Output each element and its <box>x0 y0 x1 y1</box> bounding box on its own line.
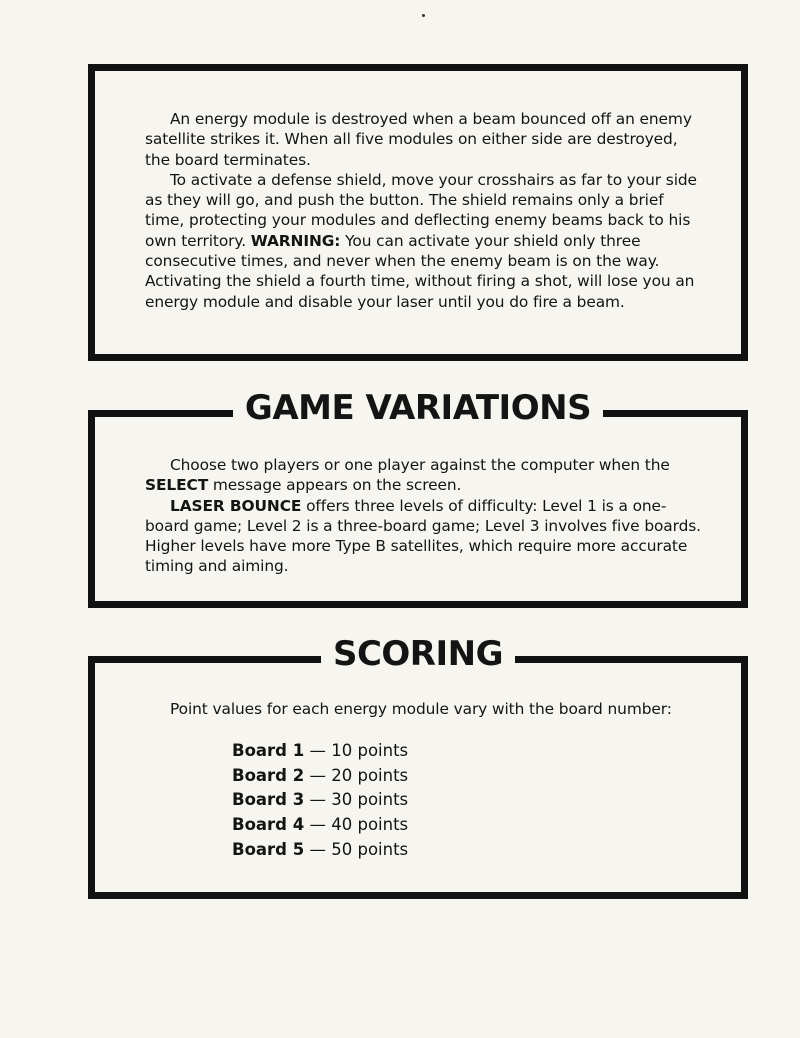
dash: — <box>304 741 332 761</box>
points-value: 40 points <box>331 815 409 835</box>
warning-label: WARNING: <box>250 231 341 250</box>
board-label: Board 1 <box>232 741 305 761</box>
points-value: 20 points <box>331 765 409 785</box>
score-row <box>232 813 701 838</box>
select-label: SELECT <box>145 476 209 495</box>
select-text-before: Choose two players or one player against the computer when the <box>170 456 670 474</box>
heading-game-variations: GAME VARIATIONS <box>233 388 603 428</box>
paragraph-energy-module: An energy module is destroyed when a beam bounced off an enemy satellite strikes it. When all five modules on either side are destroyed, the board terminates. <box>145 110 692 169</box>
score-row <box>232 764 701 789</box>
board-label: Board 5 <box>232 839 305 859</box>
paragraph-select <box>145 455 701 496</box>
score-row <box>232 788 701 813</box>
heading-scoring: SCORING <box>321 634 515 674</box>
heading-wrap-scoring <box>95 634 741 674</box>
energy-module-box <box>88 64 748 361</box>
warning-text: You can activate your shield only three consecutive times, and never when the enemy beam is on the way. Activating the shield a fourth time, without firing a shot, will lose you an energy module and disable your laser until you do fire a beam. <box>145 231 695 311</box>
paragraph-laser-bounce <box>145 496 701 577</box>
dash: — <box>304 790 332 810</box>
laser-bounce-text: offers three levels of difficulty: Level 1 is a one-board game; Level 2 is a three-board game; Level 3 involves five boards. Higher levels have more Type B satellites, which require more accurate timing and aiming. <box>145 496 701 576</box>
score-list <box>232 739 701 862</box>
laser-bounce-label: LASER BOUNCE <box>170 496 302 515</box>
board-label: Board 2 <box>232 765 305 785</box>
score-row <box>232 838 701 863</box>
points-value: 10 points <box>331 741 409 761</box>
points-value: 50 points <box>331 839 409 859</box>
board-label: Board 3 <box>232 790 305 810</box>
scoring-box <box>88 634 748 899</box>
board-label: Board 4 <box>232 815 305 835</box>
heading-wrap-variations <box>95 388 741 428</box>
paragraph-scoring-intro: Point values for each energy module vary with the board number: <box>170 700 672 718</box>
select-text-after: message appears on the screen. <box>208 476 462 495</box>
dash: — <box>304 815 332 835</box>
score-row <box>232 739 701 764</box>
shield-text: To activate a defense shield, move your crosshairs as far to your side as they will go, and push the button. The shield remains only a brief time, protecting your modules and deflecting enemy beams back to his own territory. <box>145 170 697 250</box>
game-variations-box <box>88 388 748 608</box>
page-speck <box>422 14 425 17</box>
paragraph-defense-shield <box>145 170 701 312</box>
dash: — <box>304 839 332 859</box>
points-value: 30 points <box>331 790 409 810</box>
dash: — <box>304 765 332 785</box>
